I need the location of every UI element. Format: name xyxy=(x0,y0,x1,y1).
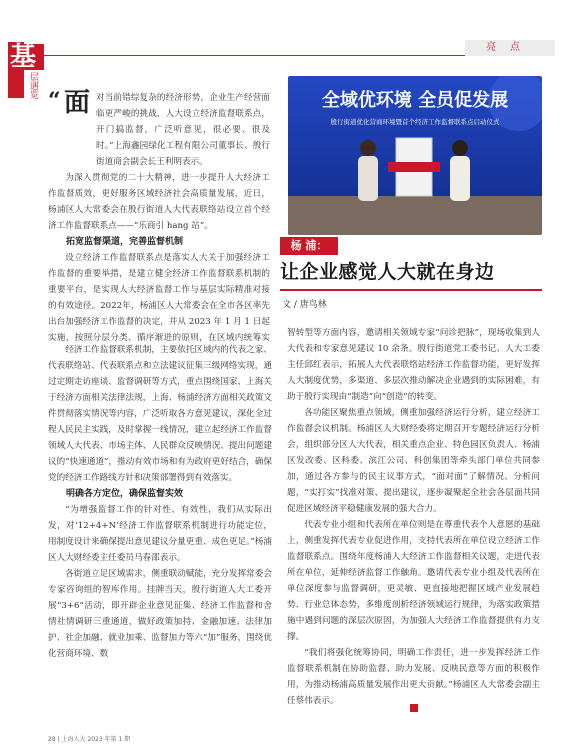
paragraph-9: 代表专业小组和代表所在单位则是在尊重代表个人意愿的基础上，侧重发挥代表专业促进作用，支持代表所在单位设立经济工作监督联系点。围绕年度杨浦人大经济工作监督相关议题，走进代表所在单位，延伸经济监督工作触角。邀请代表专业小组及代表所在单位深度参与监督调研，更灵敏、更直接地把握区域产业发展趋势、行业总体态势，多维度剖析经济领域运行规律，为落实政策措施中遇到问题的深层次原因，为加强人大经济工作监督提供有力支撑。 xyxy=(287,520,540,642)
column-tag: 亮点 xyxy=(465,40,555,56)
paragraph-3: 设立经济工作监督联系点是落实人大关于加强经济工作监督的重要举措，是建立健全经济工作监督联系机制的重要平台，是实现人大经济监督工作与基层实际精准对接的有效途径。2022年，杨浦区人大常委会在全市各区率先出台加强经济工作监督的决定，并从 2023 年 1 月 1 日起实施，按照分层分类、循序渐进的原则，在区域内统筹实 xyxy=(48,253,270,343)
article-headline: 让企业感觉人大就在身边 xyxy=(280,261,495,283)
intro-paragraph: 对当前错综复杂的经济形势，企业生产经营面临更严峻的挑战，人大设立经济监督联系点，开门搞监督，广泛听意见，很必要、很及时。”上海鑫园绿化工程有限公司董事长、殷行街道商会副会长王利明表示。 xyxy=(96,93,270,167)
paragraph-10: “我们将强化统筹协同，明确工作责任，进一步发挥经济工作监督联系机制在协助监督、助力发展、反映民意等方面的积极作用，为推动杨浦高质量发展作出更大贡献。”杨浦区人大常委会副主任蔡伟表示。 xyxy=(287,648,540,706)
subheading-2: 明确各方定位，确保监督实效 xyxy=(66,489,184,499)
section-title: 基 xyxy=(8,44,44,70)
drop-cap-character: 面 xyxy=(64,88,91,118)
paragraph-2: 为深入贯彻党的二十大精神，进一步提升人大经济工作监督质效，更好服务区域经济社会高质量发展，近日，杨浦区人大常委会在殷行街道人大代表联络站设立首个经济工作监督联系点——“乐商引 hang 站”。 xyxy=(48,173,270,231)
headline-rule xyxy=(280,289,542,291)
event-photo-illustration xyxy=(288,76,542,235)
paragraph-7: 智转型等方面内容，邀请相关领域专家“问诊把脉”，现场收集到人大代表和专家意见建议 10 余条。殷行街道党工委书记、人大工委主任邱红表示，拓展人大代表联络站经济工作监督功能，更好发挥人大制度优势，多渠道、多层次推动解决企业遇到的实际困难，有助于殷行实现由“制造”向“创造”的转变。 xyxy=(287,328,540,402)
paragraph-4: 经济工作监督联系机制，主要依托区域内的代表之家、代表联络站、代表联系点和立法建议征集三级网络实现，通过定期走访座谈、监督调研等方式，重点围绕国家、上海关于经济方面相关法律法规，上海、杨浦经济方面相关政策文件贯彻落实情况等内容，广泛听取各方意见建议，深化全过程人民民主实践，及时掌握一线情况，建立起经济工作监督领域人大代表、市场主体、人民群众反映情况、提出问题建议的“快速通道”，推动有效市场和有为政府更好结合，确保党的经济工作路线方针和决策部署得到有效落实。 xyxy=(48,345,272,483)
left-column-top xyxy=(48,90,270,346)
photo-banner-line2: 殷行街道优化营商环境暨首个经济工作监督联系点启动仪式 xyxy=(330,118,500,126)
subject-name-tag: 杨 浦： xyxy=(280,237,338,255)
page-footer: 28 | 上海人大 2023 年第 1 期 xyxy=(48,736,131,743)
photo-banner-line1: 全域优环境 全员促发展 xyxy=(321,90,509,111)
event-photo xyxy=(288,76,542,235)
byline: 文 / 唐鸟林 xyxy=(282,300,327,310)
paragraph-8: 各功能区聚焦重点领域，侧重加强经济运行分析，建立经济工作监督会议机制。杨浦区人大财经委将定期召开专题经济运行分析会，组织部分区人大代表，相关重点企业、特色园区负责人、杨浦区发改委、区科委、滨江公司、科创集团等牵头部门单位共同参加，通过各方参与的民主议事方式，“面对面”了解情况、分析问题，“实打实”找准对策、提出建议，逐步凝聚起全社会各层面共同促进区域经济平稳健康发展的强大合力。 xyxy=(287,408,540,514)
section-subtitle: 层遇览 xyxy=(28,72,38,99)
page-header xyxy=(0,0,565,42)
article-end-mark xyxy=(410,704,418,712)
subheading-1: 拓宽监督渠道，完善监督机制 xyxy=(66,237,184,247)
right-column xyxy=(287,325,540,709)
paragraph-6: 各街道立足区域需求，侧重联动赋能，充分发挥常委会专家咨询组的智库作用。挂牌当天，殷行街道人大工委开展“3+6”活动，即开辟企业意见征集、经济工作监督和舍情社情调研三重通道，做好政策加持、金融加速、法律加护、社企加融、就业加乘、监督加力等六“加”服务，围绕优化营商环境、数 xyxy=(48,569,272,659)
drop-quote-mark: “ xyxy=(48,88,61,114)
left-column-bottom xyxy=(48,342,272,662)
paragraph-5: “为增强监督工作的针对性、有效性，我们从实际出发，对‘12+4+N’经济工作监督联系机制进行功能定位，用制度设计来确保提出意见建议分量更重、成色更足。”杨浦区人大财经委主任委员马春邵表示。 xyxy=(48,505,272,563)
